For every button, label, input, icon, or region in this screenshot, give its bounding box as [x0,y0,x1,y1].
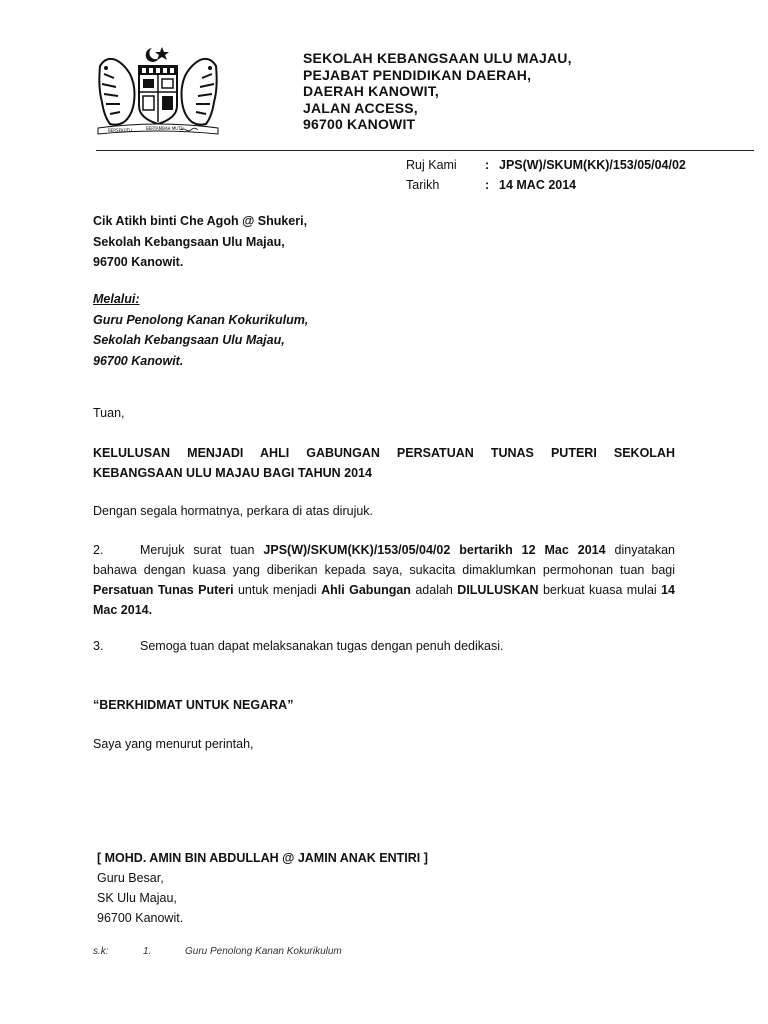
cc-number: 1. [143,946,152,957]
subject-line-2: KEBANGSAAN ULU MAJAU BAGI TAHUN 2014 [93,466,372,480]
via-line-2: Sekolah Kebangsaan Ulu Majau, [93,333,285,347]
signatory-postcode: 96700 Kanowit. [97,911,184,925]
signatory-name: [ MOHD. AMIN BIN ABDULLAH @ JAMIN ANAK ENTIRI ] [97,851,428,865]
date-colon: : [485,178,490,192]
reference-colon: : [485,158,490,172]
crest-motto-left: BERSEKUTU [108,128,132,133]
paragraph-2-text-1: Merujuk surat tuan [140,543,255,557]
via-line-1: Guru Penolong Kanan Kokurikulum, [93,312,309,327]
opening-sentence: Dengan segala hormatnya, perkara di atas dirujuk. [93,504,374,518]
closing: Saya yang menurut perintah, [93,737,254,751]
subject [93,443,675,483]
recipient-address [93,211,307,273]
paragraph-2-number: 2. [93,543,104,557]
signatory-title: Guru Besar, [97,871,164,885]
signatory-school: SK Ulu Majau, [97,891,177,905]
paragraph-3-number: 3. [93,639,104,653]
date-row [406,175,726,195]
paragraph-2-membership: Ahli Gabungan [321,583,411,597]
reference-value: JPS(W)/SKUM(KK)/153/05/04/02 [499,158,686,172]
header-line-3: DAERAH KANOWIT, [303,83,439,99]
paragraph-2-text-2: dinyatakan bahawa dengan kuasa yang diberikan kepada saya, sukacita dimaklumkan permohonan tuan bagi [93,543,675,577]
reference-label: Ruj Kami [406,158,457,172]
cc-label: s.k: [93,946,109,957]
recipient-line-1: Cik Atikh binti Che Agoh @ Shukeri, [93,214,308,228]
paragraph-2-society: Persatuan Tunas Puteri [93,583,234,597]
paragraph-2-reference: JPS(W)/SKUM(KK)/153/05/04/02 bertarikh 12 Mac 2014 [263,543,606,557]
cc-recipient: Guru Penolong Kanan Kokurikulum [185,946,342,957]
motto: “BERKHIDMAT UNTUK NEGARA” [93,698,294,712]
recipient-line-2: Sekolah Kebangsaan Ulu Majau, [93,234,285,249]
subject-line-1: KELULUSAN MENJADI AHLI GABUNGAN PERSATUAN TUNAS PUTERI SEKOLAH [93,446,675,460]
paragraph-2 [93,540,675,620]
header-line-2: PEJABAT PENDIDIKAN DAERAH, [303,66,532,83]
paragraph-2-text-3: untuk menjadi [237,583,317,597]
via-heading: Melalui: [93,292,140,306]
date-value: 14 MAC 2014 [499,178,577,192]
paragraph-3 [93,636,675,656]
via-line-3: 96700 Kanowit. [93,353,184,368]
reference-row [406,155,726,175]
crescent-icon [146,48,159,62]
header-line-4: JALAN ACCESS, [303,99,418,116]
paragraph-2-approved: DILULUSKAN [457,583,539,597]
signatory-block [97,848,428,928]
paragraph-2-text-5: berkuat kuasa mulai [542,583,657,597]
header-line-1: SEKOLAH KEBANGSAAN ULU MAJAU, [303,50,572,66]
date-label: Tarikh [406,178,440,192]
header-line-5: 96700 KANOWIT [303,116,416,132]
paragraph-2-text-4: adalah [415,583,453,597]
salutation: Tuan, [93,406,125,420]
paragraph-3-text: Semoga tuan dapat melaksanakan tugas dengan penuh dedikasi. [140,639,504,653]
recipient-line-3: 96700 Kanowit. [93,255,184,269]
star-icon [155,47,169,60]
coat-of-arms-logo [92,44,224,136]
school-header [303,50,572,133]
crest-motto-center: BERTAMBAH MUTU [146,126,184,131]
via-address [93,289,308,371]
header-divider [96,150,754,151]
paragraph-2-effective-date: 14 Mac 2014. [93,583,675,617]
